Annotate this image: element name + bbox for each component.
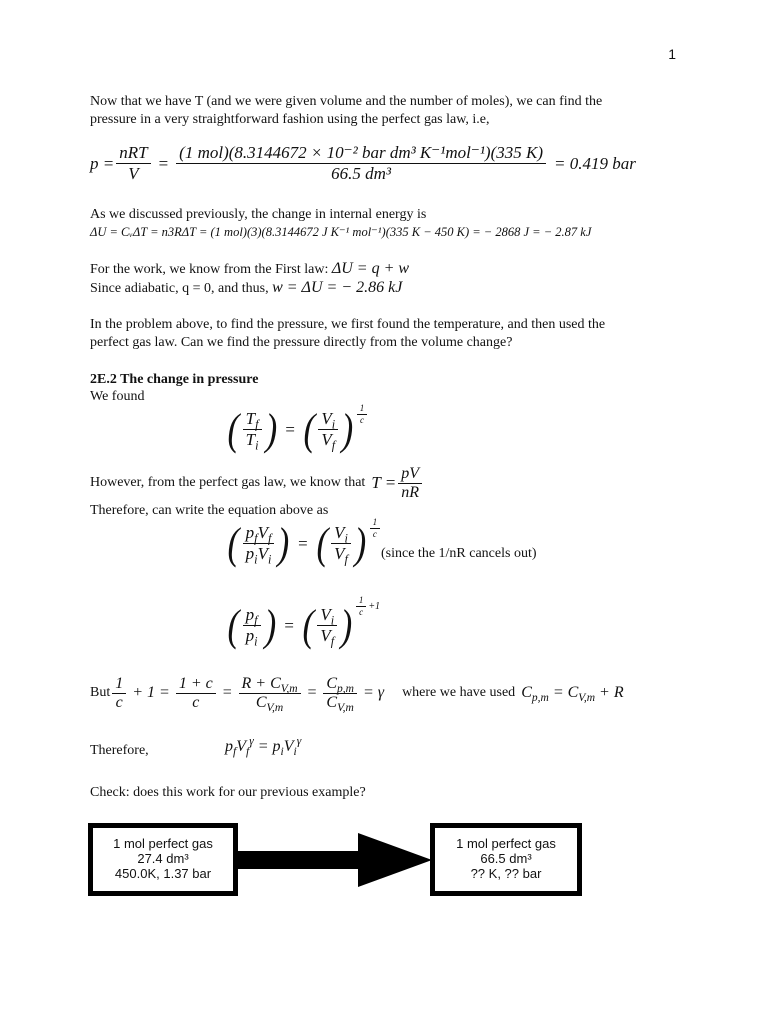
final-state-line-2: 66.5 dm³ xyxy=(480,851,532,866)
pressure-equation: p = $\frac{\text{nRT}}{V}$ = $\frac{\text{(1 mol)(8.3144672 × 10⁻² bar dm³ K⁻¹mol⁻¹)(335 K)}}{\text{66.5 dm³}}$ = 0.419 bar xyxy=(90,143,636,183)
section-heading: 2E.2 The change in pressure xyxy=(90,372,259,387)
final-state-box xyxy=(430,823,582,896)
pressure-frac-1: $\frac{\text{nRT}}{V}$ xyxy=(116,144,150,183)
problem-line-1: In the problem above, to find the pressure, we first found the temperature, and then used the xyxy=(90,317,606,332)
initial-state-line-3: 450.0K, 1.37 bar xyxy=(114,866,212,881)
pressure-ratio-equation: ( $\frac{p_f}{p_i}$ ) = ( $\frac{V_i}{V_f}$ ) $\frac{1}{c}$ +1 xyxy=(227,595,381,650)
pressure-frac-2: $\frac{\text{(1 mol)(8.3144672 × 10⁻² bar dm³ K⁻¹mol⁻¹)(335 K)}}{\text{66.5 dm³}}$ xyxy=(176,144,546,183)
cancel-note: (since the 1/nR cancels out) xyxy=(381,546,537,561)
intro-line-2: pressure in a very straightforward fashion using the perfect gas law, i.e, xyxy=(90,112,490,127)
intro-line-1: Now that we have T (and we were given volume and the number of moles), we can find the xyxy=(90,94,603,109)
page-number: 1 xyxy=(668,46,676,62)
pressure-lhs: p = xyxy=(90,153,115,173)
check-text: Check: does this work for our previous example? xyxy=(90,785,366,800)
therefore-2-text: Therefore, xyxy=(90,743,149,758)
work-line-2: Since adiabatic, q = 0, and thus, w = ΔU = − 2.86 kJ xyxy=(90,279,403,296)
process-arrow xyxy=(238,833,432,887)
final-state-line-1: 1 mol perfect gas xyxy=(456,836,556,851)
internal-energy-equation: ΔU = CᵥΔT = n3RΔT = (1 mol)(3)(8.3144672 J K⁻¹ mol⁻¹)(335 K − 450 K) = − 2868 J = − 2.87 kJ xyxy=(90,225,592,239)
adiabatic-equation: $p_fV_f^\gamma = p_iV_i^\gamma$ xyxy=(225,735,302,759)
initial-state-line-1: 1 mol perfect gas xyxy=(113,836,213,851)
pressure-result: = 0.419 bar xyxy=(554,153,636,173)
however-line: However, from the perfect gas law, we know that T = $\frac{pV}{nR}$ xyxy=(90,465,424,502)
internal-energy-intro: As we discussed previously, the change in internal energy is xyxy=(90,207,427,222)
pv-ratio-equation: ( $\frac{p_fV_f}{p_iV_i}$ ) = ( $\frac{V_i}{V_f}$ ) $\frac{1}{c}$ xyxy=(226,522,382,566)
final-state-line-3: ?? K, ?? bar xyxy=(470,866,542,881)
gamma-line: But $\frac{1}{c}$ + 1 = $\frac{1 + c}{c}$ = $\frac{R + C_{V,m}}{C_{V,m}}$ = $\frac{C_{p,m}}{C_{V,m}}$ = γ where we have used $C_{p,m} = C_{V,m} + R$ xyxy=(90,675,624,714)
work-line-1: For the work, we know from the First law: ΔU = q + w xyxy=(90,260,410,277)
temperature-ratio-equation: ( $\frac{T_f}{T_i}$ ) = ( $\frac{V_i}{V_f}$ ) $\frac{1}{c}$ xyxy=(226,408,369,452)
initial-state-box xyxy=(88,823,238,896)
we-found-text: We found xyxy=(90,389,145,404)
initial-state-line-2: 27.4 dm³ xyxy=(137,851,189,866)
therefore-text: Therefore, can write the equation above as xyxy=(90,503,329,518)
problem-line-2: perfect gas law. Can we find the pressure directly from the volume change? xyxy=(90,335,513,350)
